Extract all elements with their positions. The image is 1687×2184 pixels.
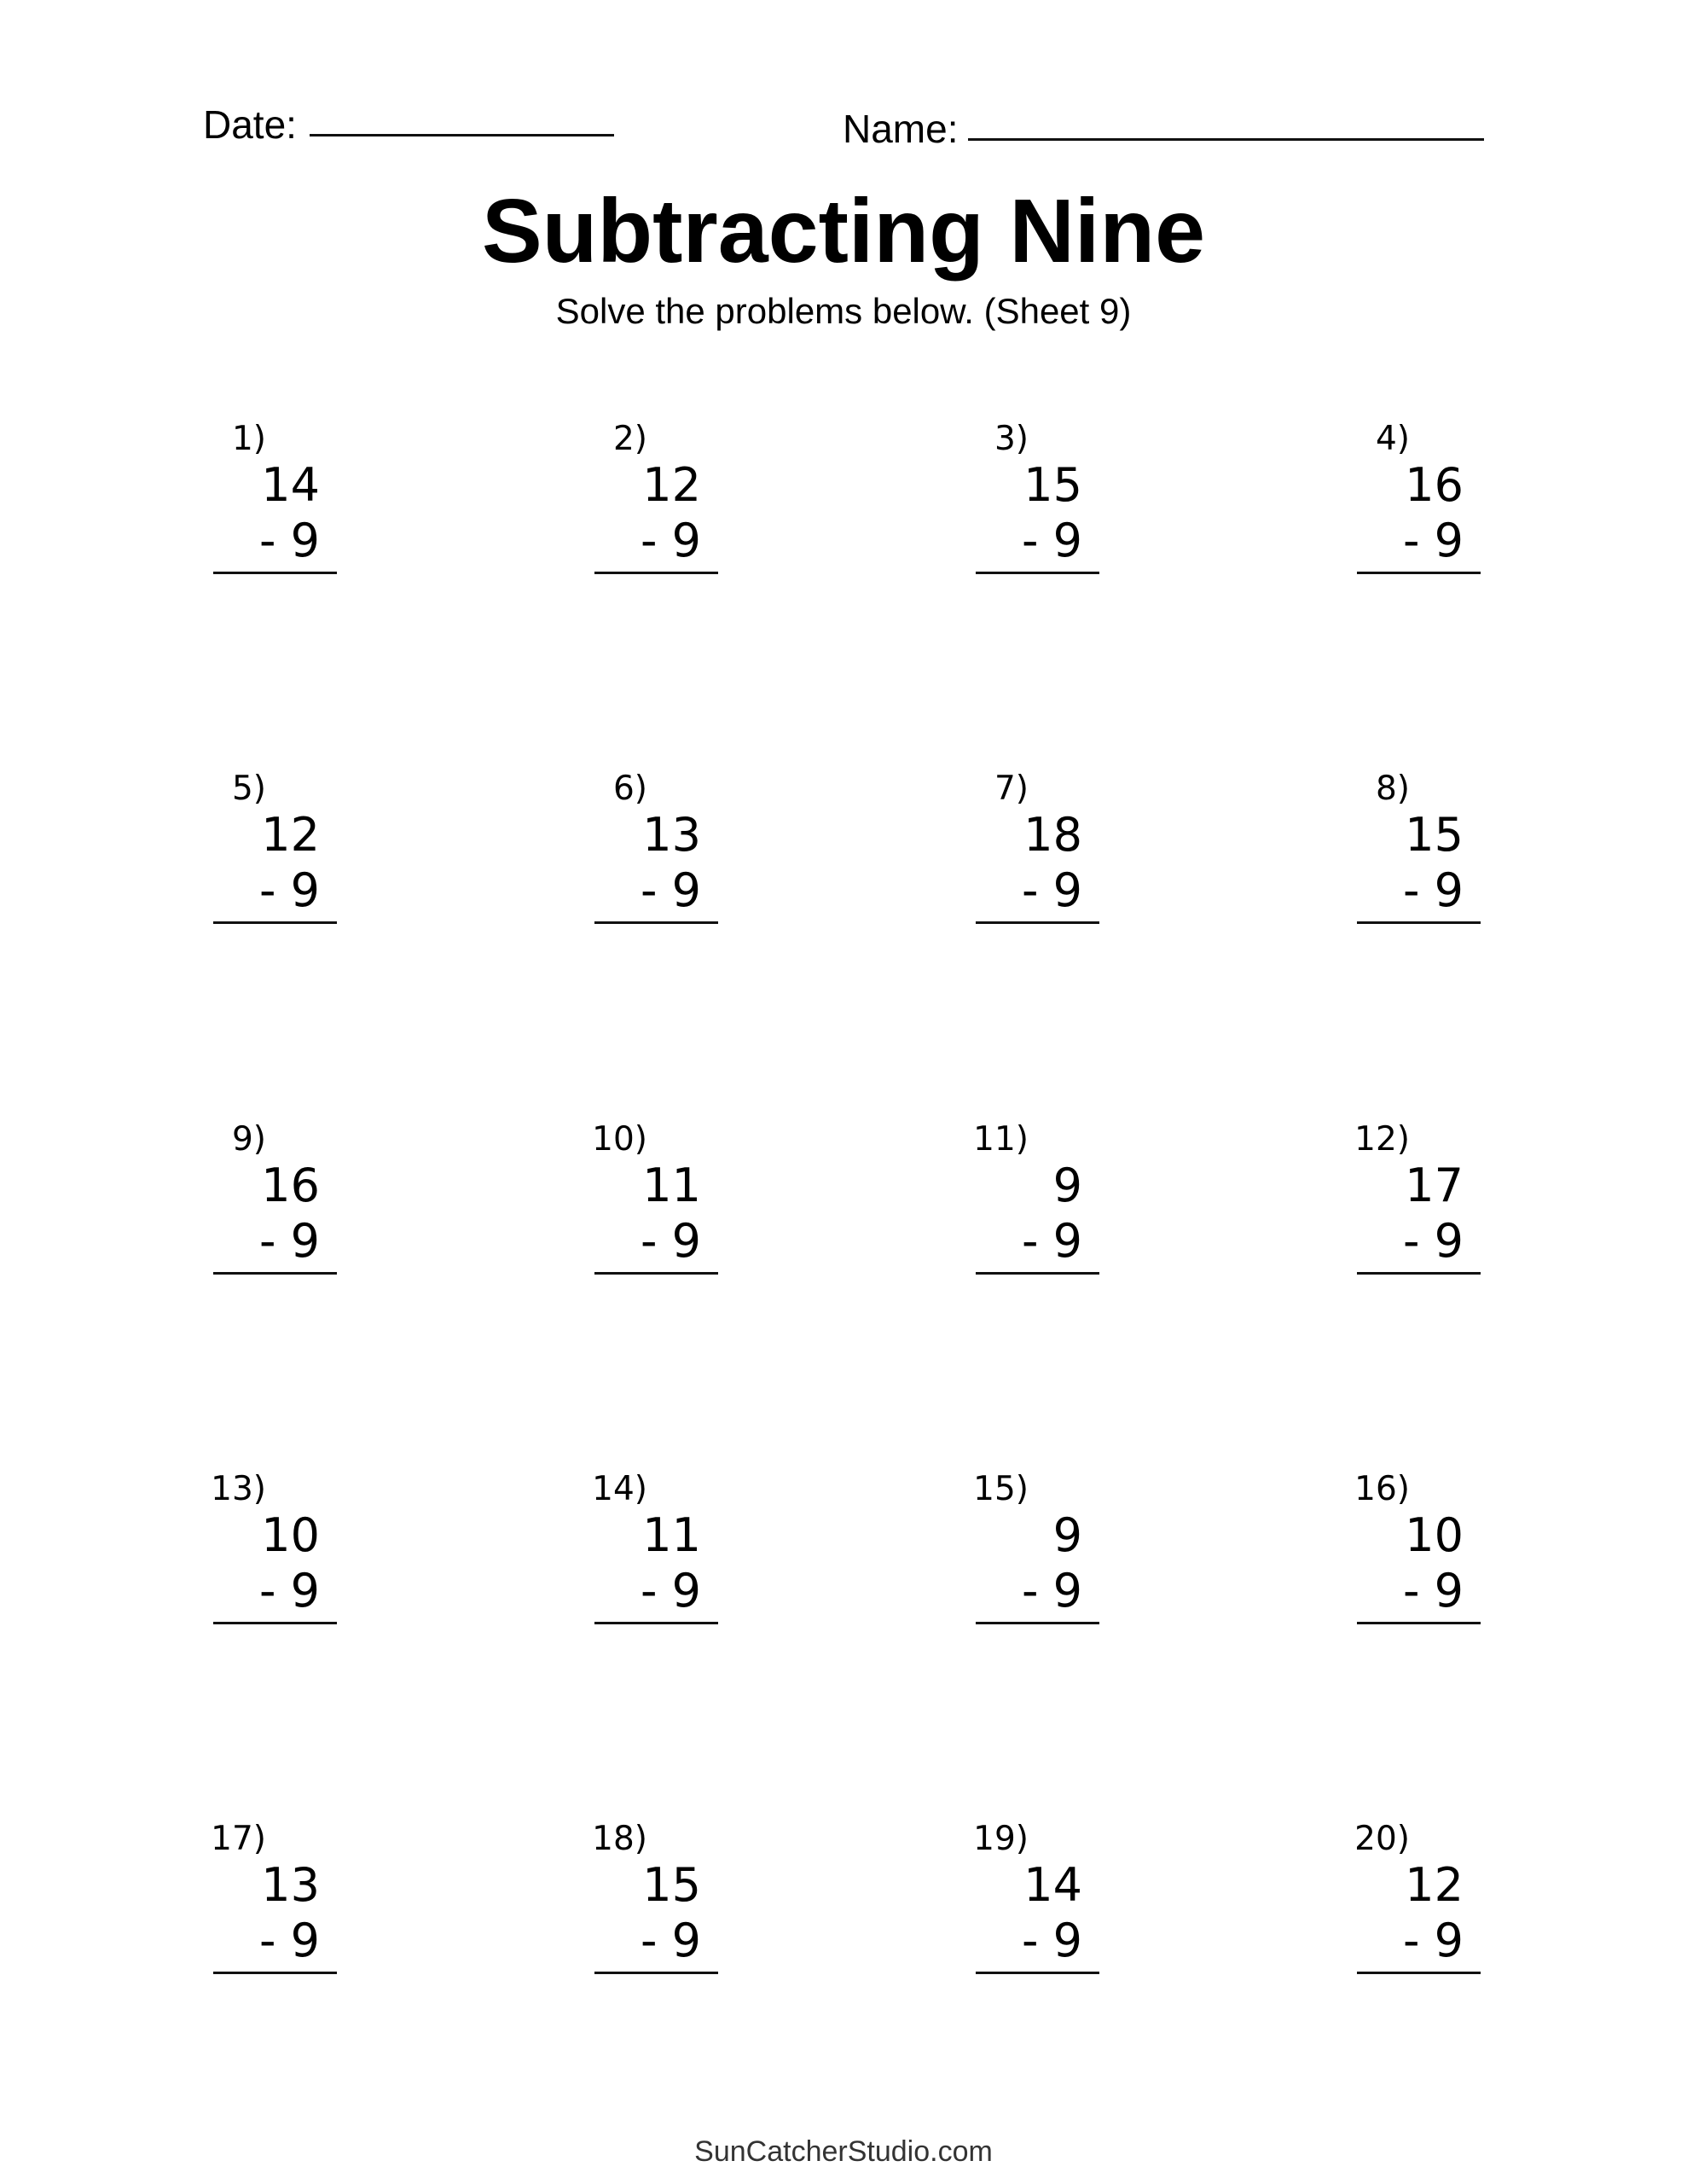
subtrahend: - 9 bbox=[1402, 514, 1464, 567]
subtrahend: - 9 bbox=[1021, 1914, 1082, 1967]
problem-8 bbox=[1336, 772, 1489, 943]
problem-1 bbox=[192, 422, 345, 593]
answer-line[interactable] bbox=[594, 1272, 718, 1275]
minuend: 13 bbox=[642, 808, 701, 862]
problem-7 bbox=[954, 772, 1108, 943]
problem-9 bbox=[192, 1120, 345, 1293]
problem-19 bbox=[954, 1822, 1108, 1993]
problem-number: 11) bbox=[973, 1120, 1029, 1159]
subtrahend: - 9 bbox=[258, 863, 320, 917]
problem-6 bbox=[573, 772, 727, 943]
problem-number: 7) bbox=[994, 770, 1029, 808]
subtrahend: - 9 bbox=[1021, 863, 1082, 917]
answer-line[interactable] bbox=[1357, 1972, 1481, 1974]
page-title: Subtracting Nine bbox=[481, 181, 1206, 282]
answer-line[interactable] bbox=[976, 921, 1099, 924]
minuend: 12 bbox=[642, 458, 701, 512]
problem-number: 10) bbox=[592, 1120, 647, 1159]
problem-18 bbox=[573, 1822, 727, 1993]
problem-2 bbox=[573, 422, 727, 593]
subtrahend: - 9 bbox=[1402, 1914, 1464, 1967]
name-field-line[interactable] bbox=[968, 138, 1484, 141]
minuend: 9 bbox=[1052, 1159, 1082, 1212]
subtrahend: - 9 bbox=[1021, 1214, 1082, 1268]
answer-line[interactable] bbox=[594, 1972, 718, 1974]
problem-number: 18) bbox=[592, 1820, 647, 1858]
minuend: 10 bbox=[1405, 1508, 1464, 1562]
problem-number: 17) bbox=[211, 1820, 266, 1858]
subtrahend: - 9 bbox=[1402, 1214, 1464, 1268]
problem-13 bbox=[192, 1472, 345, 1643]
problem-number: 13) bbox=[211, 1470, 266, 1508]
answer-line[interactable] bbox=[213, 1972, 337, 1974]
problem-number: 16) bbox=[1354, 1470, 1410, 1508]
minuend: 13 bbox=[261, 1858, 320, 1912]
minuend: 15 bbox=[1405, 808, 1464, 862]
problem-number: 20) bbox=[1354, 1820, 1410, 1858]
minuend: 10 bbox=[261, 1508, 320, 1562]
problem-number: 9) bbox=[231, 1120, 266, 1159]
minuend: 11 bbox=[642, 1508, 701, 1562]
problem-number: 5) bbox=[231, 770, 266, 808]
minuend: 14 bbox=[1023, 1858, 1082, 1912]
subtrahend: - 9 bbox=[258, 1214, 320, 1268]
date-label: Date: bbox=[203, 102, 297, 147]
answer-line[interactable] bbox=[1357, 572, 1481, 574]
problem-11 bbox=[954, 1120, 1108, 1293]
name-label: Name: bbox=[843, 107, 959, 151]
problem-number: 19) bbox=[973, 1820, 1029, 1858]
subtrahend: - 9 bbox=[640, 1564, 701, 1618]
subtrahend: - 9 bbox=[640, 1214, 701, 1268]
minuend: 14 bbox=[261, 458, 320, 512]
minuend: 9 bbox=[1052, 1508, 1082, 1562]
minuend: 12 bbox=[261, 808, 320, 862]
problem-14 bbox=[573, 1472, 727, 1643]
answer-line[interactable] bbox=[976, 1272, 1099, 1275]
problem-17 bbox=[192, 1822, 345, 1993]
answer-line[interactable] bbox=[213, 572, 337, 574]
footer-site-credit: SunCatcherStudio.com bbox=[694, 2135, 993, 2168]
problem-12 bbox=[1336, 1120, 1489, 1293]
problem-15 bbox=[954, 1472, 1108, 1643]
problem-number: 15) bbox=[973, 1470, 1029, 1508]
problem-number: 4) bbox=[1375, 420, 1410, 458]
answer-line[interactable] bbox=[976, 1972, 1099, 1974]
problem-20 bbox=[1336, 1822, 1489, 1993]
subtrahend: - 9 bbox=[258, 514, 320, 567]
answer-line[interactable] bbox=[594, 921, 718, 924]
problem-16 bbox=[1336, 1472, 1489, 1643]
minuend: 15 bbox=[642, 1858, 701, 1912]
problem-number: 1) bbox=[231, 420, 266, 458]
minuend: 12 bbox=[1405, 1858, 1464, 1912]
subtrahend: - 9 bbox=[640, 514, 701, 567]
subtrahend: - 9 bbox=[1402, 1564, 1464, 1618]
answer-line[interactable] bbox=[213, 1272, 337, 1275]
problem-number: 14) bbox=[592, 1470, 647, 1508]
subtrahend: - 9 bbox=[258, 1564, 320, 1618]
answer-line[interactable] bbox=[1357, 921, 1481, 924]
subtrahend: - 9 bbox=[1021, 514, 1082, 567]
answer-line[interactable] bbox=[1357, 1622, 1481, 1624]
answer-line[interactable] bbox=[1357, 1272, 1481, 1275]
problem-10 bbox=[573, 1120, 727, 1293]
subtrahend: - 9 bbox=[1402, 863, 1464, 917]
problem-number: 2) bbox=[612, 420, 647, 458]
problem-4 bbox=[1336, 422, 1489, 593]
answer-line[interactable] bbox=[594, 1622, 718, 1624]
minuend: 16 bbox=[261, 1159, 320, 1212]
page-subtitle: Solve the problems below. (Sheet 9) bbox=[555, 291, 1132, 331]
problem-number: 8) bbox=[1375, 770, 1410, 808]
problem-number: 12) bbox=[1354, 1120, 1410, 1159]
answer-line[interactable] bbox=[976, 572, 1099, 574]
problem-3 bbox=[954, 422, 1108, 593]
answer-line[interactable] bbox=[594, 572, 718, 574]
problem-5 bbox=[192, 772, 345, 943]
minuend: 11 bbox=[642, 1159, 701, 1212]
subtrahend: - 9 bbox=[258, 1914, 320, 1967]
date-field-line[interactable] bbox=[310, 134, 614, 136]
answer-line[interactable] bbox=[213, 921, 337, 924]
minuend: 16 bbox=[1405, 458, 1464, 512]
subtrahend: - 9 bbox=[1021, 1564, 1082, 1618]
subtrahend: - 9 bbox=[640, 863, 701, 917]
answer-line[interactable] bbox=[213, 1622, 337, 1624]
minuend: 17 bbox=[1405, 1159, 1464, 1212]
minuend: 15 bbox=[1023, 458, 1082, 512]
problem-number: 3) bbox=[994, 420, 1029, 458]
problem-number: 6) bbox=[612, 770, 647, 808]
subtrahend: - 9 bbox=[640, 1914, 701, 1967]
answer-line[interactable] bbox=[976, 1622, 1099, 1624]
minuend: 18 bbox=[1023, 808, 1082, 862]
